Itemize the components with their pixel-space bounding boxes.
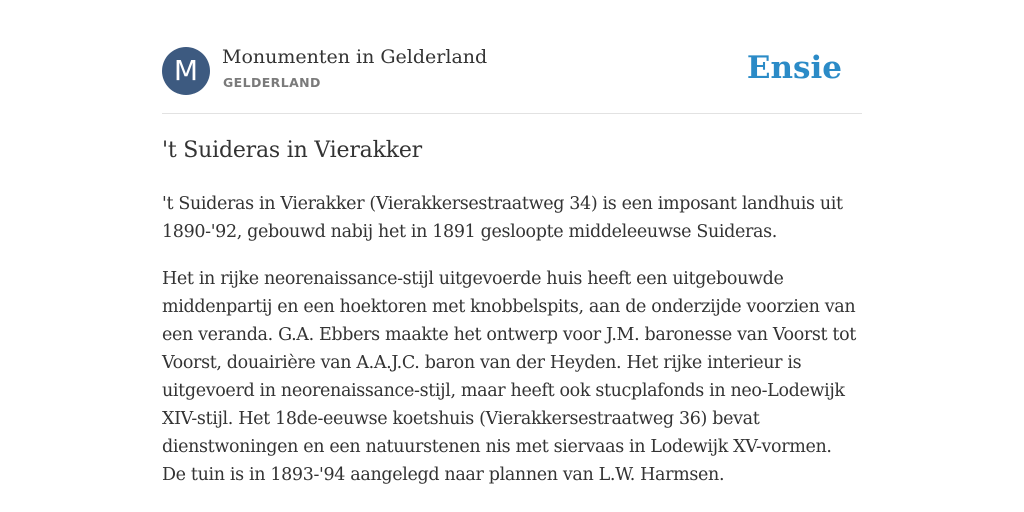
- paragraph-line: 1890-'92, gebouwd nabij het in 1891 gesloopte middeleeuwse Suideras.: [162, 222, 777, 242]
- paragraph-line: uitgevoerd in neorenaissance-stijl, maar heeft ook stucplafonds in neo-Lodewijk: [162, 381, 845, 401]
- site-title-link[interactable]: Monumenten in Gelderland: [222, 46, 488, 68]
- article-paragraph-1: [162, 190, 862, 246]
- article-paragraph-2: [162, 265, 862, 489]
- brand-logo[interactable]: Ensie: [746, 50, 842, 86]
- paragraph-line: middenpartij en een hoektoren met knobbelspits, aan de onderzijde voorzien van: [162, 297, 856, 317]
- paragraph-line: 't Suideras in Vierakker (Vierakkersestraatweg 34) is een imposant landhuis uit: [162, 194, 843, 214]
- paragraph-line: Voorst, douairière van A.A.J.C. baron van der Heyden. Het rijke interieur is: [162, 353, 802, 373]
- avatar[interactable]: M: [162, 47, 210, 95]
- paragraph-line: een veranda. G.A. Ebbers maakte het ontwerp voor J.M. baronesse van Voorst tot: [162, 325, 856, 345]
- header: [162, 46, 862, 96]
- paragraph-line: De tuin is in 1893-'94 aangelegd naar plannen van L.W. Harmsen.: [162, 465, 725, 485]
- paragraph-line: Het in rijke neorenaissance-stijl uitgevoerde huis heeft een uitgebouwde: [162, 269, 784, 289]
- paragraph-line: dienstwoningen en een natuurstenen nis met siervaas in Lodewijk XV-vormen.: [162, 437, 832, 457]
- article-title: 't Suideras in Vierakker: [162, 138, 422, 163]
- site-subtitle: GELDERLAND: [223, 75, 321, 90]
- paragraph-line: XIV-stijl. Het 18de-eeuwse koetshuis (Vierakkersestraatweg 36) bevat: [162, 409, 760, 429]
- header-divider: [162, 113, 862, 114]
